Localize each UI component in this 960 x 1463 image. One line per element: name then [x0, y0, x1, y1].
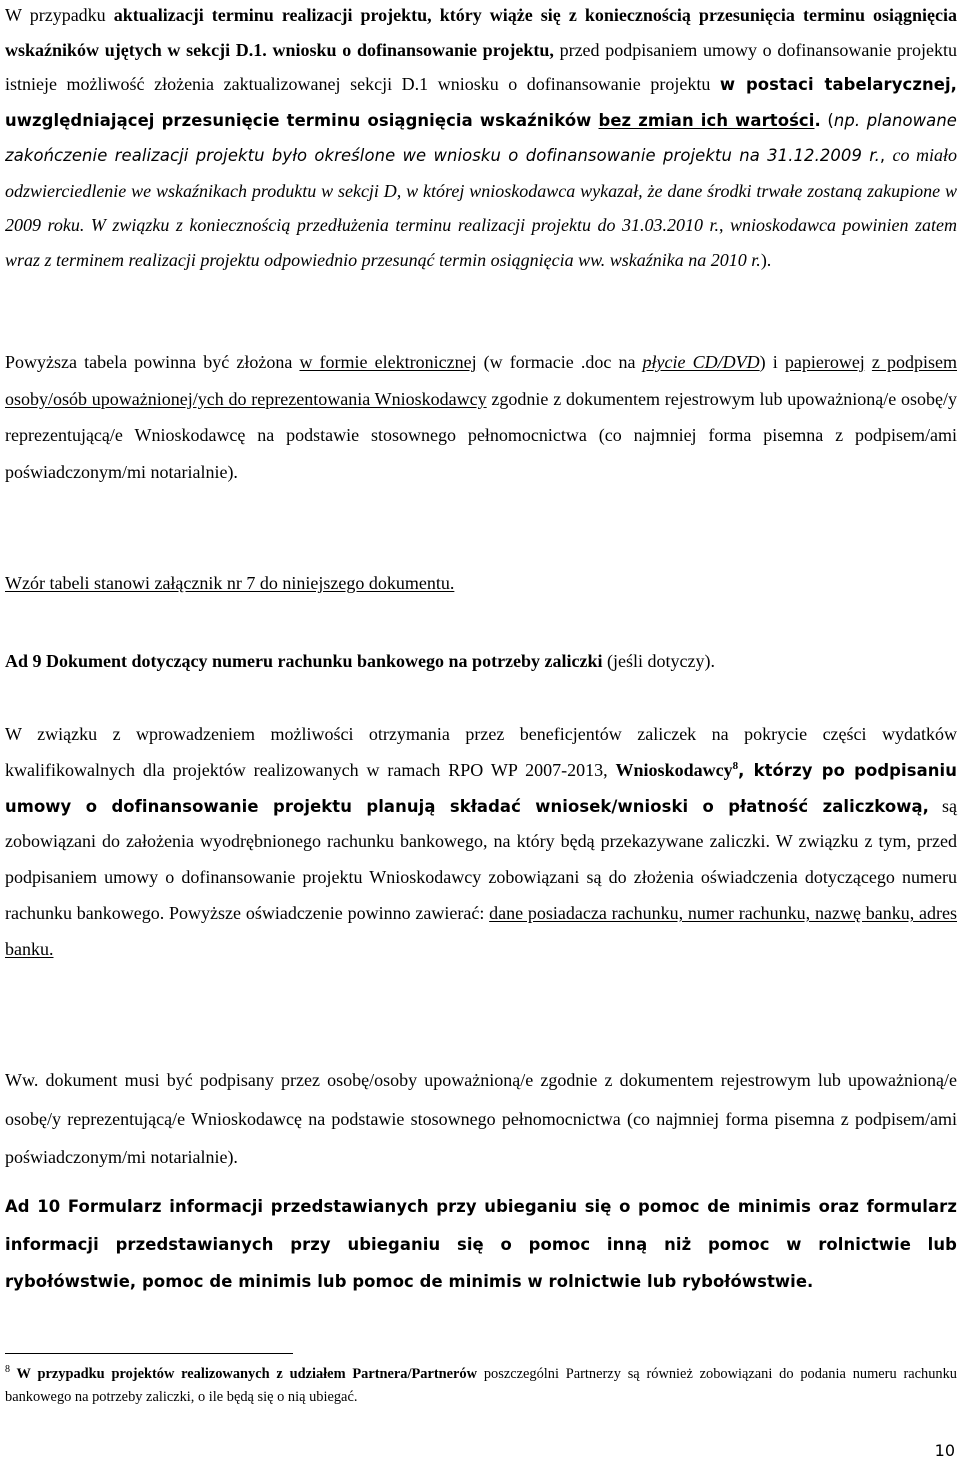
italic-text: np. planowane zakończenie realizacji projektu było określone we wniosku o dofinansowanie projektu na 31.12.2009 r. — [5, 110, 957, 165]
bold-text: W przypadku projektów realizowanych z udziałem Partnera/Partnerów — [10, 1366, 478, 1382]
text-span: W związku z wprowadzeniem możliwości otrzymania przez beneficjentów zaliczek na pokrycie części wydatków kwalifikowalnych dla projektów realizowanych w ramach RPO WP 2007-2013, — [5, 724, 957, 780]
text-span: , — [879, 146, 893, 165]
bold-text: w postaci tabelarycznej, uwzględniającej przesunięcie terminu osiągnięcia wskaźników — [5, 75, 957, 130]
text-span: (w formacie .doc na — [476, 352, 643, 372]
text-span: Powyższa tabela powinna być złożona — [5, 352, 300, 372]
bold-text: . — [814, 110, 821, 130]
paragraph-electronic-form — [5, 344, 957, 490]
italic-text: wnioskodawca powinien zatem wraz z terminem realizacji projektu odpowiednio przesunąć termin osiągnięcia ww. wskaźnika na 2010 r. — [5, 215, 957, 270]
text-span — [865, 352, 872, 372]
heading-ad-10 — [5, 1188, 957, 1301]
paragraph-section-d1-update — [5, 0, 957, 277]
italic-text: co miało odzwierciedlenie we wskaźnikach produktu w sekcji D, w której wnioskodawca wykazał, że dane środki trwałe zostaną zakupione w 2009 roku. W związku z koniecznością przedłużenia terminu realizacji projektu do 31.03.2010 r. — [5, 145, 957, 235]
underlined-text: z podpisem osoby/osób upoważnionej/ych do reprezentowania Wnioskodawcy — [5, 352, 958, 409]
bold-text: aktualizacji terminu realizacji projektu, który wiąże się z koniecznością przesunięcia terminu osiągnięcia wskaźników ujętych w sekcji D.1. wniosku o dofinansowanie projektu, — [5, 5, 958, 60]
heading-ad-9 — [5, 643, 957, 680]
footnote-8 — [5, 1363, 957, 1409]
paragraph-template-attachment — [5, 565, 957, 602]
underlined-text: Wzór tabeli stanowi załącznik nr 7 do niniejszego dokumentu. — [5, 573, 455, 593]
underlined-italic-text: płycie CD/DVD — [642, 352, 760, 372]
text-span: są zobowiązani do założenia wyodrębnionego rachunku bankowego, na który będą przekazywane zaliczki. W związku z tym, przed podpisaniem umowy o dofinansowanie projektu Wnioskodawcy zobowiązani są do złożenia oświadczenia dotyczącego numeru rachunku bankowego. Powyższe oświadczenie powinno zawierać: — [5, 795, 958, 923]
paragraph-advance-payment-account — [5, 717, 957, 968]
bold-text: Ad 9 Dokument dotyczący numeru rachunku bankowego na potrzeby zaliczki — [5, 651, 603, 671]
bold-text: Wnioskodawcy — [615, 759, 733, 780]
underlined-text: papierowej — [784, 352, 865, 372]
text-span: ( — [820, 110, 834, 130]
underlined-text: dane posiadacza rachunku, numer rachunku, nazwę banku, adres banku. — [5, 902, 958, 959]
paragraph-signature-requirement — [5, 1061, 957, 1177]
bold-text: Ad 10 Formularz informacji przedstawianych przy ubieganiu się o pomoc de minimis oraz formularz informacji przedstawianych przy ubieganiu się o pomoc inną niż pomoc w rolnictwie lub rybołówstwie, pomoc de minimis lub pomoc de minimis w rolnictwie lub rybołówstwie. — [5, 1197, 957, 1291]
text-span: zgodnie z dokumentem rejestrowym lub upoważnioną/e osobę/y reprezentującą/e Wnioskodawcę na podstawie stosownego pełnomocnictwa (co najmniej forma pisemna z podpisem/ami poświadczonym/mi notarialnie). — [5, 388, 957, 482]
text-span: przed podpisaniem umowy o dofinansowanie projektu istnieje możliwość złożenia zaktualizowanej sekcji D.1 wniosku o dofinansowanie projektu — [5, 39, 957, 94]
footnote-reference: 8 — [732, 759, 739, 772]
bold-text: , którzy po podpisaniu umowy o dofinansowanie projektu planują składać wniosek/wnioski o płatność zaliczkową, — [5, 760, 957, 816]
text-span: , — [718, 215, 730, 235]
underlined-bold-text: bez zmian ich wartości — [598, 110, 815, 130]
underlined-text: w formie elektronicznej — [299, 352, 477, 372]
text-span: ). — [760, 249, 772, 270]
text-span: Ww. dokument musi być podpisany przez osobę/osoby upoważnioną/e zgodnie z dokumentem rejestrowym lub upoważnioną/e osobę/y reprezentującą/e Wnioskodawcę na podstawie stosownego pełnomocnictwa (co najmniej forma pisemna z podpisem/ami poświadczonym/mi notarialnie). — [5, 1070, 957, 1167]
footnote-number: 8 — [5, 1364, 10, 1376]
page-number: 10 — [934, 1441, 955, 1460]
text-span: (jeśli dotyczy). — [602, 651, 715, 671]
text-span: ) i — [759, 352, 785, 372]
text-span: poszczególni Partnerzy są również zobowiązani do podania numeru rachunku bankowego na potrzeby zaliczki, o ile będą się o nią ubiegać. — [5, 1366, 957, 1405]
footnote-separator — [5, 1353, 293, 1354]
text-span: W przypadku — [5, 5, 114, 25]
